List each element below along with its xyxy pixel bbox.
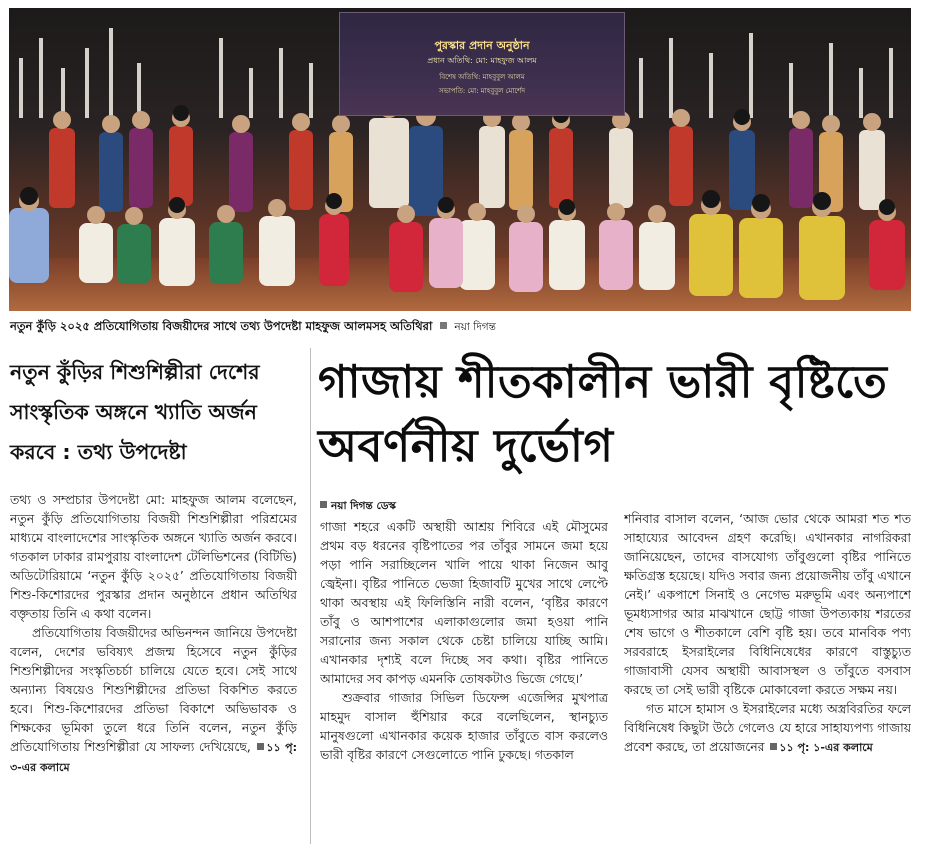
square-bullet-icon: [770, 743, 777, 750]
caption-credit: নয়া দিগন্ত: [454, 321, 496, 333]
paragraph: [10, 623, 297, 777]
main-story-column-2: [624, 509, 911, 844]
caption-text: নতুন কুঁড়ি ২০২৫ প্রতিযোগিতায় বিজয়ীদের সাথে তথ্য উপদেষ্টা মাহফুজ আলমসহ অতিথিরা: [10, 319, 433, 333]
screen-line: সভাপতি: মো: মাহবুবুল মোর্শেদ: [438, 87, 526, 95]
paragraph: গাজা শহরে একটি অস্থায়ী আশ্রয় শিবিরে এই মৌসুমের প্রথম বড় ধরনের বৃষ্টিপাতের পর তাঁবুর সামনে জমা হয়ে পড়া পানি সরাচ্ছিলেন খালি পায়ে থাকা নিজেন আবু জ্বেইনা। বৃষ্টির পানিতে ভেজা হিজাবটি মুখের সাথে লেপ্টে থাকা অবস্থায় এই ফিলিস্তিনি নারী বলেন, ‘বৃষ্টির কারণে তাঁবু ও আশপাশের এলাকাগুলোর জমা হওয়া পানি সরানোর জন্য সকাল থেকে চেষ্টা চালিয়ে যাচ্ছি আমি। এখানকার দৃশ্যই বলে দিচ্ছে সব কথা। বৃষ্টির পানিতে আমাদের সব কাপড় এমনকি তোষকটাও ভিজে গেছে।’: [320, 519, 608, 686]
square-bullet-icon: [257, 743, 264, 750]
square-bullet-icon: [320, 501, 327, 508]
jump-text: ১১ পৃ: ৩-এর কলামে: [10, 741, 297, 774]
screen-line: পুরস্কার প্রদান অনুষ্ঠান: [434, 39, 530, 52]
main-headline: গাজায় শীতকালীন ভারী বৃষ্টিতে অবর্ণনীয় দুর্ভোগ: [318, 355, 888, 472]
paragraph: তথ্য ও সম্প্রচার উপদেষ্টা মো: মাহফুজ আলম বলেছেন, নতুন কুঁড়ি প্রতিযোগিতায় বিজয়ী শিশুশিল্পীরা পরিশ্রমের মাধ্যমে বাংলাদেশের সাংস্কৃতিক অঙ্গনে খ্যাতি অর্জন করবে। গতকাল ঢাকার রামপুরায় বাংলাদেশ টেলিভিশনের (বিটিভি) অডিটোরিয়ামে ‘নতুন কুঁড়ি ২০২৫’ প্রতিযোগিতায় বিজয়ী শিশু-কিশোরদের পুরস্কার প্রদান অনুষ্ঠানে প্রধান অতিথির বক্তৃতায় তিনি এ কথা বলেন।: [10, 492, 297, 621]
main-story-column-1: [320, 517, 608, 844]
news-photo: [9, 8, 911, 311]
paragraph: শনিবার বাসাল বলেন, ‘আজ ভোর থেকে আমরা শত শত সাহায্যের আবেদন গ্রহণ করেছি। এখানকার নাগরিকরা জানিয়েছেন, তাদের বাসযোগ্য তাঁবুগুলো বৃষ্টির পানিতে ক্ষতিগ্রস্ত হয়েছে। যদিও সবার জন্য প্রয়োজনীয় তাঁবু এখানে নেই।’ একপাশে সিনাই ও নেগেভ মরুভূমি এবং অন্যপাশে ভূমধ্যসাগর আর মাঝখানে ছোট্ট গাজা উপত্যকায় শরতের শেষ ভাগে ও শীতকালে বেশি বৃষ্টি হয়। তবে মানবিক পণ্য সরবরাহে ইসরাইলের বিধিনিষেধের কারণে বাস্তুচ্যুত গাজাবাসী যেসব অস্থায়ী আবাসস্থল ও তাঁবুতে বসবাস করছে তা সেই ভারী বৃষ্টিকে মোকাবেলা করতে সক্ষম নয়।: [624, 511, 911, 697]
byline-text: নয়া দিগন্ত ডেস্ক: [331, 500, 396, 512]
photo-caption: [10, 318, 910, 336]
paragraph: [624, 699, 911, 757]
square-bullet-icon: [440, 322, 447, 329]
paragraph-text: গত মাসে হামাস ও ইসরাইলের মধ্যে অস্ত্রবিরতির ফলে বিধিনিষেধ কিছুটা উঠে গেলেও যে হারে সাহায্যপণ্য গাজায় প্রবেশ করছে, তা প্রয়োজনের: [624, 701, 911, 754]
jump-text: ১১ পৃ: ১-এর কলামে: [779, 741, 873, 754]
stage-screen: [339, 12, 625, 116]
continuation-jump[interactable]: [768, 741, 872, 754]
byline: [320, 499, 396, 516]
screen-line: বিশেষ অতিথি: মাহবুবুল আলম: [439, 73, 525, 81]
column-divider: [310, 348, 311, 844]
side-headline: নতুন কুঁড়ির শিশুশিল্পীরা দেশের সাংস্কৃতিক অঙ্গনে খ্যাতি অর্জন করবে : তথ্য উপদেষ্টা: [10, 360, 260, 464]
paragraph: শুক্রবার গাজার সিভিল ডিফেন্স এজেন্সির মুখপাত্র মাহমুদ বাসাল হুঁশিয়ার করে বলেছিলেন, স্থানচ্যুত মানুষগুলো এখানকার কয়েক হাজার তাঁবুতে বাস করলেও ভারী বৃষ্টির কারণে সেগুলোতে পানি ঢুকছে। গতকাল: [320, 690, 608, 762]
paragraph-text: প্রতিযোগিতায় বিজয়ীদের অভিনন্দন জানিয়ে উপদেষ্টা বলেন, দেশের ভবিষ্যৎ প্রজন্ম হিসেবে নতুন কুঁড়ির শিশুশিল্পীদের সংস্কৃতিচর্চা চালিয়ে যেতে হবে। সেই সাথে অন্যান্য বিষয়েও শিশুশিল্পীদের প্রতিভা বিকশিত করতে হবে। শিশু-কিশোরদের প্রতিভা বিকাশে অভিভাবক ও শিক্ষকের ভূমিকা তুলে ধরে তিনি বলেন, নতুন কুঁড়ি প্রতিযোগিতায় শিশুশিল্পীরা যে সাফল্য দেখিয়েছে,: [10, 625, 297, 754]
side-story-body: [10, 490, 297, 844]
screen-line: প্রধান অতিথি: মো: মাহফুজ আলম: [427, 56, 537, 65]
